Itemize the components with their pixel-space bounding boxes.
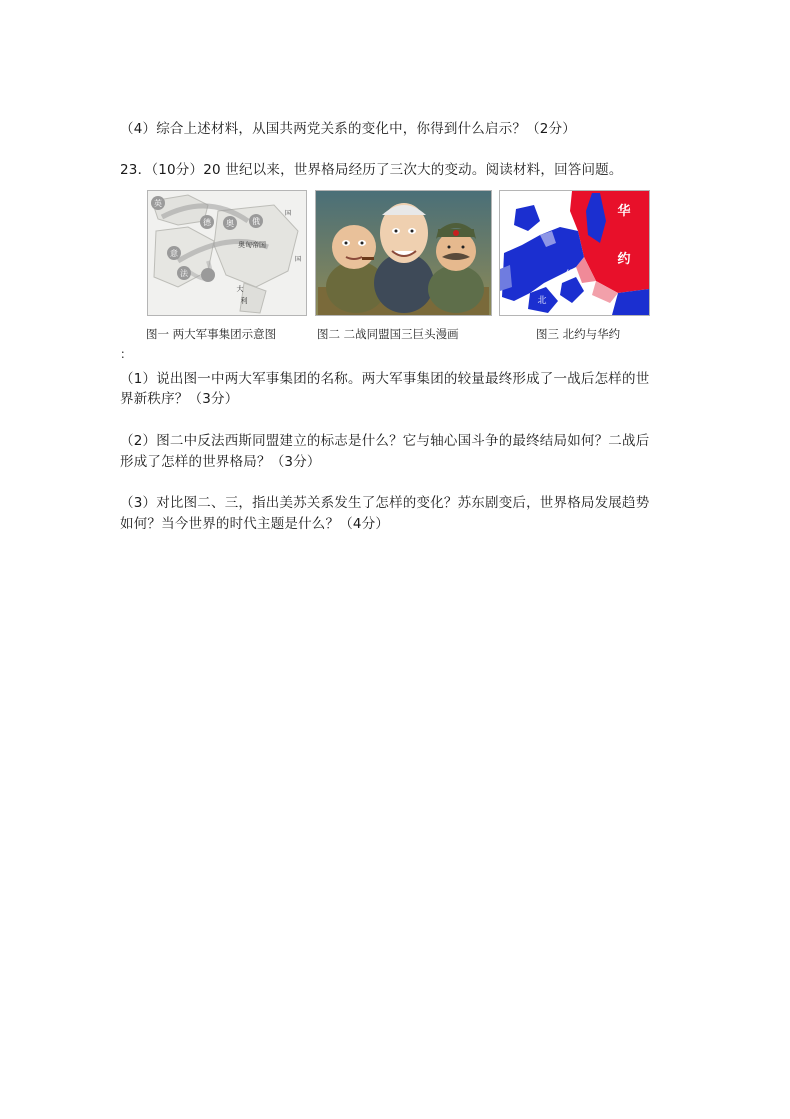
map1-label-4: 法 (180, 269, 188, 278)
map1-label-1: 德 (203, 218, 211, 227)
figure-3-caption: 图三 北约与华约 (536, 327, 621, 341)
map1-label-10: 国 (294, 256, 302, 263)
map1-label-7: 国 (284, 210, 292, 217)
q23-part3-line2: 如何？当今世界的时代主题是什么？（4分） (120, 516, 390, 532)
map3-label-0: 华 (617, 204, 631, 219)
map1-label-8: 大 (236, 285, 244, 293)
q23-part1-line1: （1）说出图一中两大军事集团的名称。两大军事集团的较量最终形成了一战后怎样的世 (120, 371, 650, 387)
map1-label-9: 利 (240, 297, 248, 305)
stray-colon: ： (120, 347, 133, 361)
figure-3-nato-warsaw-map (499, 190, 650, 316)
figure-2-big-three-caricature (315, 190, 492, 316)
map3-label-2: 约 (565, 270, 575, 280)
q23-part2-line2: 形成了怎样的世界格局？（3分） (120, 454, 321, 470)
q22-part4: （4）综合上述材料，从国共两党关系的变化中，你得到什么启示？（2分） (120, 121, 576, 137)
map1-label-0: 英 (154, 199, 162, 208)
q23-part2-line1: （2）图二中反法西斯同盟建立的标志是什么？它与轴心国斗争的最终结局如何？二战后 (120, 433, 650, 449)
figure-1-military-blocs-map (147, 190, 307, 316)
map3-label-1: 约 (617, 252, 631, 267)
q23-part3-line1: （3）对比图二、三，指出美苏关系发生了怎样的变化？苏东剧变后，世界格局发展趋势 (120, 495, 650, 511)
figure-1-caption: 图一 两大军事集团示意图 (146, 327, 277, 341)
map1-label-2: 奥 (226, 219, 234, 228)
q23-title: 23．（10分）20 世纪以来，世界格局经历了三次大的变动。阅读材料，回答问题。 (120, 162, 623, 178)
map1-label-3: 意 (170, 249, 178, 258)
map1-label-5: 俄 (252, 217, 260, 226)
map3-label-3: 北 (537, 296, 547, 306)
q23-part1-line2: 界新秩序？（3分） (120, 391, 239, 407)
figure-2-caption: 图二 二战同盟国三巨头漫画 (317, 327, 459, 341)
map1-label-6: 奥匈帝国 (238, 241, 266, 249)
